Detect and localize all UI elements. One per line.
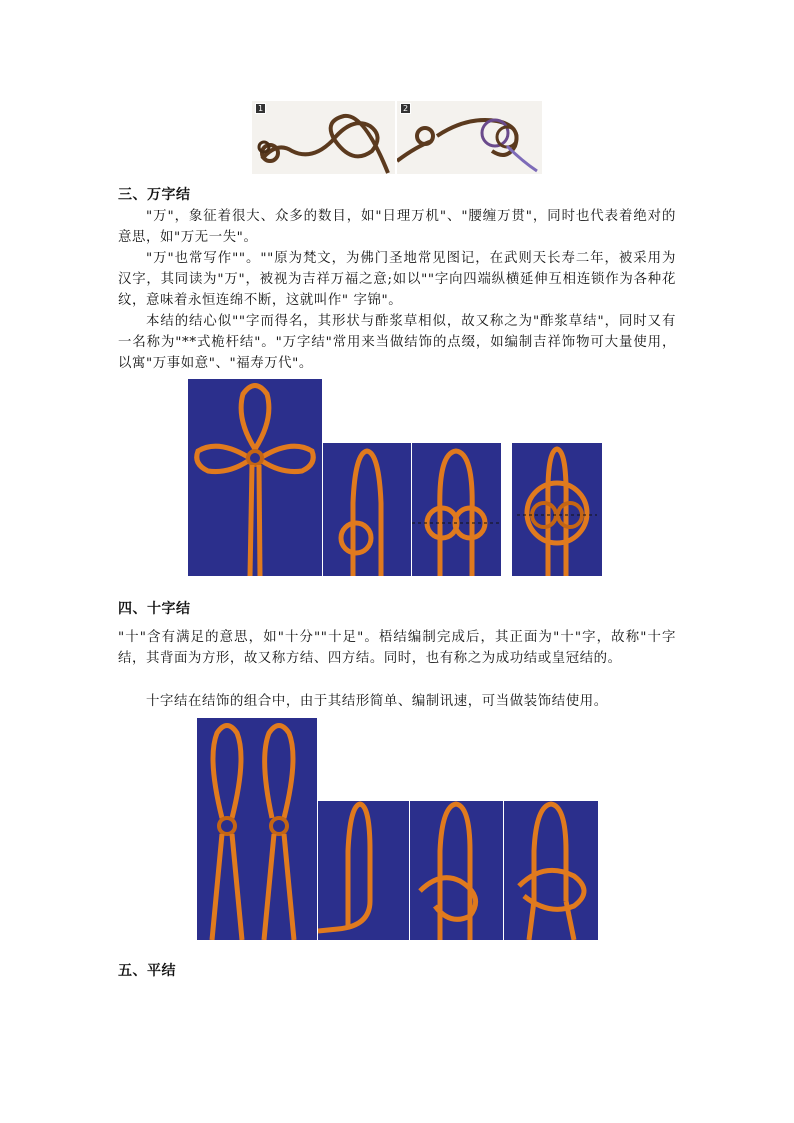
paragraph-wanzi-1: "万"，象征着很大、众多的数目，如"日理万机"、"腰缠万贯"，同时也代表着绝对的意思，如"万无一失"。: [118, 209, 676, 245]
step-label-2: 2: [400, 103, 411, 114]
top-step-photo-1: [252, 101, 395, 174]
paragraph-shizi-1: "十"含有满足的意思，如"十分""十足"。梧结编制完成后，其正面为"十"字，故称"十字结，其背面为方形，故又称方结、四方结。同时，也有称之为成功结或皇冠结的。: [118, 630, 676, 666]
step-label-1: 1: [255, 103, 266, 114]
shizi-step-photo-2: [410, 801, 503, 940]
wanzi-finished-knot-photo: [188, 379, 322, 576]
shizi-step-photo-1: [318, 801, 409, 940]
top-step-photo-2: [397, 101, 542, 174]
paragraph-shizi-2: 十字结在结饰的组合中，由于其结形简单、编制讯速，可当做装饰结使用。: [146, 694, 608, 709]
shizi-finished-knot-photo: [197, 718, 317, 940]
section-heading-wanzi: 三、万字结: [118, 187, 191, 203]
wanzi-step-photo-3: [512, 443, 602, 576]
paragraph-wanzi-2: "万"也常写作""。""原为梵文，为佛门圣地常见图记，在武则天长寿二年，被采用为汉字，其同读为"万"，被视为吉祥万福之意;如以""字向四端纵横延伸互相连锁作为各种花纹，意味着永恒连绵不断，这就叫作" 字锦"。: [118, 251, 676, 308]
section-heading-pingjie: 五、平结: [118, 963, 176, 979]
paragraph-wanzi-3: 本结的结心似""字而得名，其形状与酢浆草相似，故又称之为"酢浆草结"，同时又有一名称为"**式桅杆结"。"万字结"常用来当做结饰的点缀，如编制吉祥饰物可大量使用，以寓"万事如意"、"福寿万代"。: [118, 314, 676, 371]
wanzi-step-photo-2: [412, 443, 501, 576]
section-heading-shizi: 四、十字结: [118, 601, 191, 617]
shizi-step-photo-3: [504, 801, 598, 940]
wanzi-step-photo-1: [323, 443, 411, 576]
